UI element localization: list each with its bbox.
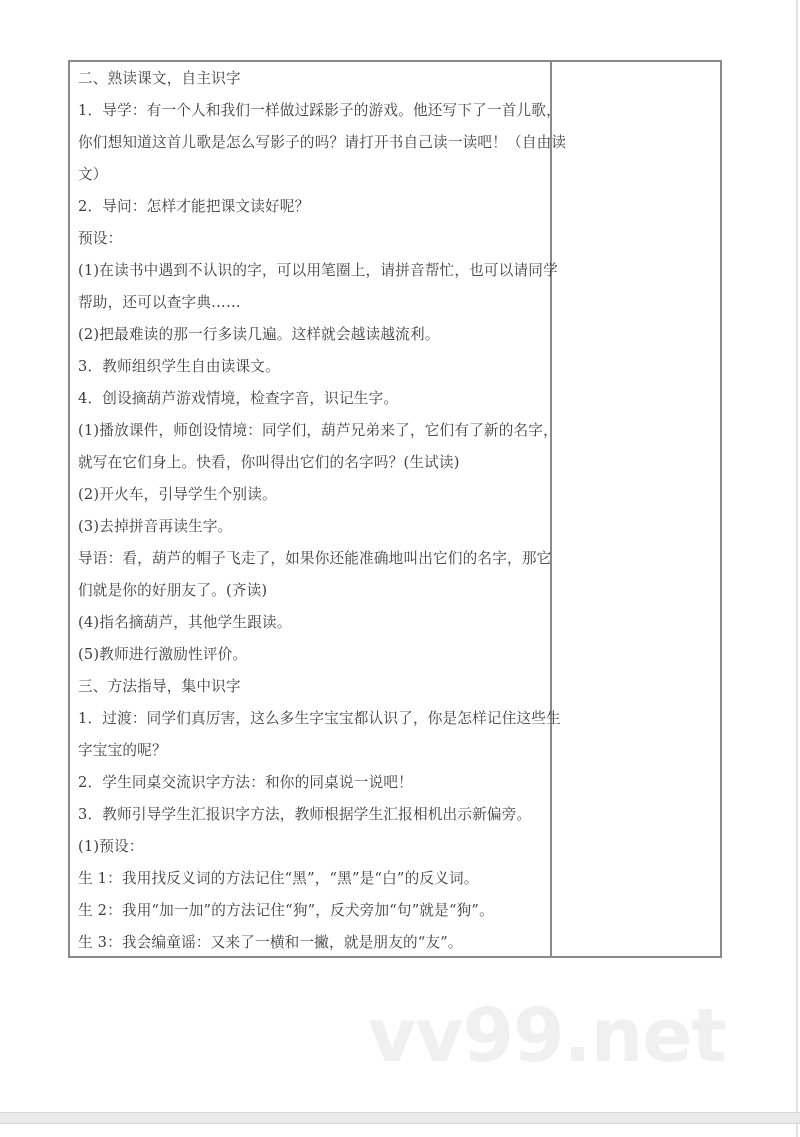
text-line: (1)预设：	[78, 838, 144, 855]
text-line: (2)把最难读的那一行多读几遍。这样就会越读越流利。	[78, 326, 440, 343]
text-line: 就写在它们身上。快看，你叫得出它们的名字吗？(生试读)	[78, 454, 460, 471]
section-heading: 三、方法指导，集中识字	[78, 678, 241, 695]
text-line: 导语：看，葫芦的帽子飞走了，如果你还能准确地叫出它们的名字，那它	[78, 550, 552, 567]
text-line: (3)去掉拼音再读生字。	[78, 518, 233, 535]
text-line: (2)开火车，引导学生个别读。	[78, 486, 277, 503]
text-line: (4)指名摘葫芦，其他学生跟读。	[78, 614, 292, 631]
text-line: (1)在读书中遇到不认识的字，可以用笔圈上，请拼音帮忙，也可以请同学	[78, 262, 558, 279]
text-line: 2．导问：怎样才能把课文读好呢？	[78, 198, 310, 215]
text-line: 1．过渡：同学们真厉害，这么多生字宝宝都认识了，你是怎样记住这些生	[78, 710, 561, 727]
text-line: 字宝宝的呢？	[78, 742, 167, 759]
text-line: (1)播放课件，师创设情境：同学们，葫芦兄弟来了，它们有了新的名字，	[78, 422, 558, 439]
text-line: 3．教师组织学生自由读课文。	[78, 358, 280, 375]
text-line: 生 3：我会编童谣：又来了一横和一撇，就是朋友的“友”。	[78, 934, 463, 951]
watermark: vv99.net	[368, 993, 726, 1079]
text-line: 们就是你的好朋友了。(齐读)	[78, 582, 268, 599]
text-line: (5)教师进行激励性评价。	[78, 646, 248, 663]
lesson-plan-table	[68, 60, 722, 958]
text-line: 预设：	[78, 230, 123, 247]
text-line: 1．导学：有一个人和我们一样做过踩影子的游戏。他还写下了一首儿歌，	[78, 102, 561, 119]
lesson-content-cell	[70, 62, 567, 956]
page-edge-divider	[796, 0, 798, 1137]
text-line: 4．创设摘葫芦游戏情境，检查字音，识记生字。	[78, 390, 399, 407]
text-line: 生 2：我用“加一加”的方法记住“狗”，反犬旁加“句”就是“狗”。	[78, 902, 494, 919]
text-line: 你们想知道这首儿歌是怎么写影子的吗？请打开书自己读一读吧！（自由读	[78, 134, 567, 151]
notes-cell	[552, 62, 720, 956]
text-line: 2．学生同桌交流识字方法：和你的同桌说一说吧！	[78, 774, 413, 791]
text-line: 文）	[78, 166, 108, 183]
page-separator	[0, 1112, 800, 1124]
section-heading: 二、熟读课文，自主识字	[78, 70, 241, 87]
text-line: 生 1：我用找反义词的方法记住“黑”，“黑”是“白”的反义词。	[78, 870, 479, 887]
text-line: 帮助，还可以查字典……	[78, 294, 241, 311]
text-line: 3．教师引导学生汇报识字方法，教师根据学生汇报相机出示新偏旁。	[78, 806, 532, 823]
